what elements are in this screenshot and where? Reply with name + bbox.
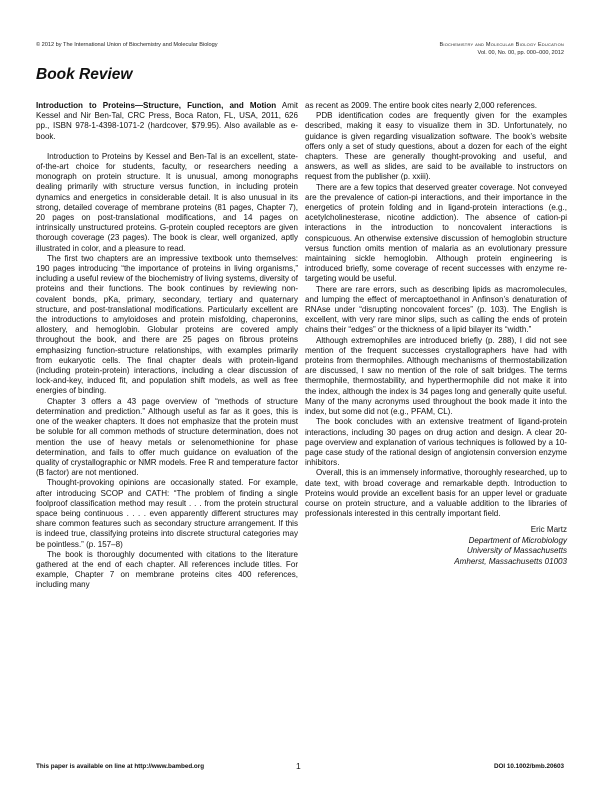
section-title: Book Review	[36, 66, 133, 83]
journal-name: Biochemistry and Molecular Biology Education	[439, 42, 564, 48]
journal-header	[439, 42, 564, 57]
page-number: 1	[296, 761, 301, 771]
reviewer-department: Department of Microbiology	[468, 535, 567, 545]
reviewer-university: University of Massachusetts	[466, 546, 567, 556]
paragraph: The first two chapters are an impressive textbook unto themselves: 190 pages introducing “the importance of proteins in living organisms,” including a useful review of the biochemistry of living systems, diversity of proteins and their functions. The book continues by reviewing non-covalent bonds, pKa, primary, secondary, tertiary and quaternary structure, and post-translational modifications. Particularly excellent are the introductions to amyloidoses and protein misfolding, chaperonins, allostery, and hemoglobin. Globular proteins are covered amply throughout the book, and there are 25 pages on fibrous proteins emphasizing function-structure relationships, with examples primarily from eukaryotic cells. The final chapter deals with protein-ligand (including protein-protein) interactions, including a clear discussion of lock-and-key, induced fit, and population shift models, as well as free energies of binding.	[36, 253, 298, 396]
reviewer-name: Eric Martz	[530, 525, 567, 535]
paragraph: There are rare errors, such as describing lipids as macromolecules, and lumping the effect of mercaptoethanol in Anfinson’s denaturation of RNAse under “disrupting noncovalent forces” (p. 103). The English is excellent, with very rare minor slips, such as calling the ends of protein chains their “edges” or the thickness of a lipid bilayer its “width.”	[305, 284, 567, 335]
paragraph: Thought-provoking opinions are occasionally stated. For example, after introducing SCOP and CATH: “The problem of finding a single foolproof classification method may result . . . from the protein structural space being continuous . . . . even apparently different structures may share common features such as secondary structure arrangement. If this is indeed true, classifying proteins into discrete structural categories may be pointless.” (p. 157–8)	[36, 478, 298, 549]
book-details: Amit Kessel and Nir Ben-Tal, CRC Press, Boca Raton, FL, USA, 2011, 626 pp., ISBN 978-1-4398-1071-2 (hardcover, $79.95). Also available as e-book.	[36, 101, 298, 141]
book-title: Introduction to Proteins—Structure, Function, and Motion	[36, 101, 277, 110]
paragraph: Overall, this is an immensely informative, thoroughly researched, up to date text, with broad coverage and remarkable depth. Introduction to Proteins would provide an excellent basis for an upper level or graduate course on protein structure, and a valuable addition to the libraries of professionals interested in this centrally important field.	[305, 468, 567, 519]
paragraph: The book concludes with an extensive treatment of ligand-protein interactions, including 30 pages on drug action and design. A clear 20-page overview and explanation of various techniques is followed by a 10-page case study of the rational design of angiotensin conversion enzyme inhibitors.	[305, 417, 567, 468]
paragraph: as recent as 2009. The entire book cites nearly 2,000 references.	[305, 101, 538, 110]
availability-note: This paper is available on line at http://www.bambed.org	[36, 763, 205, 770]
copyright-notice: © 2012 by The International Union of Biochemistry and Molecular Biology	[36, 42, 218, 48]
paragraph: Chapter 3 offers a 43 page overview of “methods of structure determination and prediction.” Although useful as far as it goes, this is one of the weaker chapters. It does not emphasize that the protein must be soluble for all common methods of structure determination, does not mention the use of heavy metals or selenomethionine for phase determination, and fails to offer much guidance on evaluation of the quality of crystallographic or NMR models. Free R and temperature factor (B factor) are not mentioned.	[36, 396, 298, 478]
right-column	[305, 101, 567, 567]
reviewer-signature	[305, 525, 567, 567]
doi: DOI 10.1002/bmb.20603	[493, 763, 564, 770]
paragraph: Introduction to Proteins by Kessel and Ben-Tal is an excellent, state-of-the-art choice for students, faculty, or researchers needing a monograph on protein structure. It is unusual, among monographs dealing primarily with structure versus function, in including protein dynamics and energetics in considerable detail. It is also unusual in its strong, detailed coverage of membrane proteins (81 pages, Chapter 7), 20 pages on post-translational modifications, and 14 pages on intrinsically unstructured proteins. G-protein coupled receptors are given thorough coverage (23 pages). The book is clear, well organized, aptly illustrated in color, and a pleasure to read.	[36, 151, 298, 253]
paragraph: The book is thoroughly documented with citations to the literature gathered at the end of each chapter. All references include titles. For example, Chapter 7 on membrane proteins cites 400 references, including many	[36, 549, 298, 590]
paragraph: PDB identification codes are frequently given for the examples described, making it easy to visualize them in 3D. Unfortunately, no guidance is given regarding visualization software. The book’s website offers only a set of study questions, about a dozen for each of the eight chapters. These are generally thought-provoking and useful, and answers, as well as slides, are said to be available to instructors on request from the publisher (p. xxiii).	[305, 111, 567, 182]
journal-volume: Vol. 00, No. 00, pp. 000–000, 2012	[477, 49, 564, 56]
paragraph: Although extremophiles are introduced briefly (p. 288), I did not see mention of the frequent successes crystallographers have had with proteins from thermophiles. Although mechanisms of thermostabilization are discussed, I saw no mention of the role of salt bridges. The terms thermophile, thermostability, and hyperthermophile did not make it into the index, although the index is 34 pages long and generally quite useful. Many of the many acronyms used throughout the book made it into the index, but some did not (e.g., PFAM, CL).	[305, 335, 567, 417]
book-citation	[36, 101, 298, 142]
reviewer-location: Amherst, Massachusetts 01003	[454, 556, 567, 566]
left-column	[36, 101, 298, 591]
paragraph: There are a few topics that deserved greater coverage. Not conveyed are the prevalence of cation-pi interactions, and their importance in the energetics of protein folding and in ligand-protein interactions (e.g., acetylcholinesterase, nicotine addiction). The absence of cation-pi interactions in the introduction to noncovalent interactions is conspicuous. An otherwise extensive discussion of hemoglobin structure versus function omits mention of malaria as an evolutionary pressure maintaining sickle hemoglobin. Although protein engineering is introduced briefly, some coverage of recent successes with enzyme re-targeting would be useful.	[305, 182, 567, 284]
